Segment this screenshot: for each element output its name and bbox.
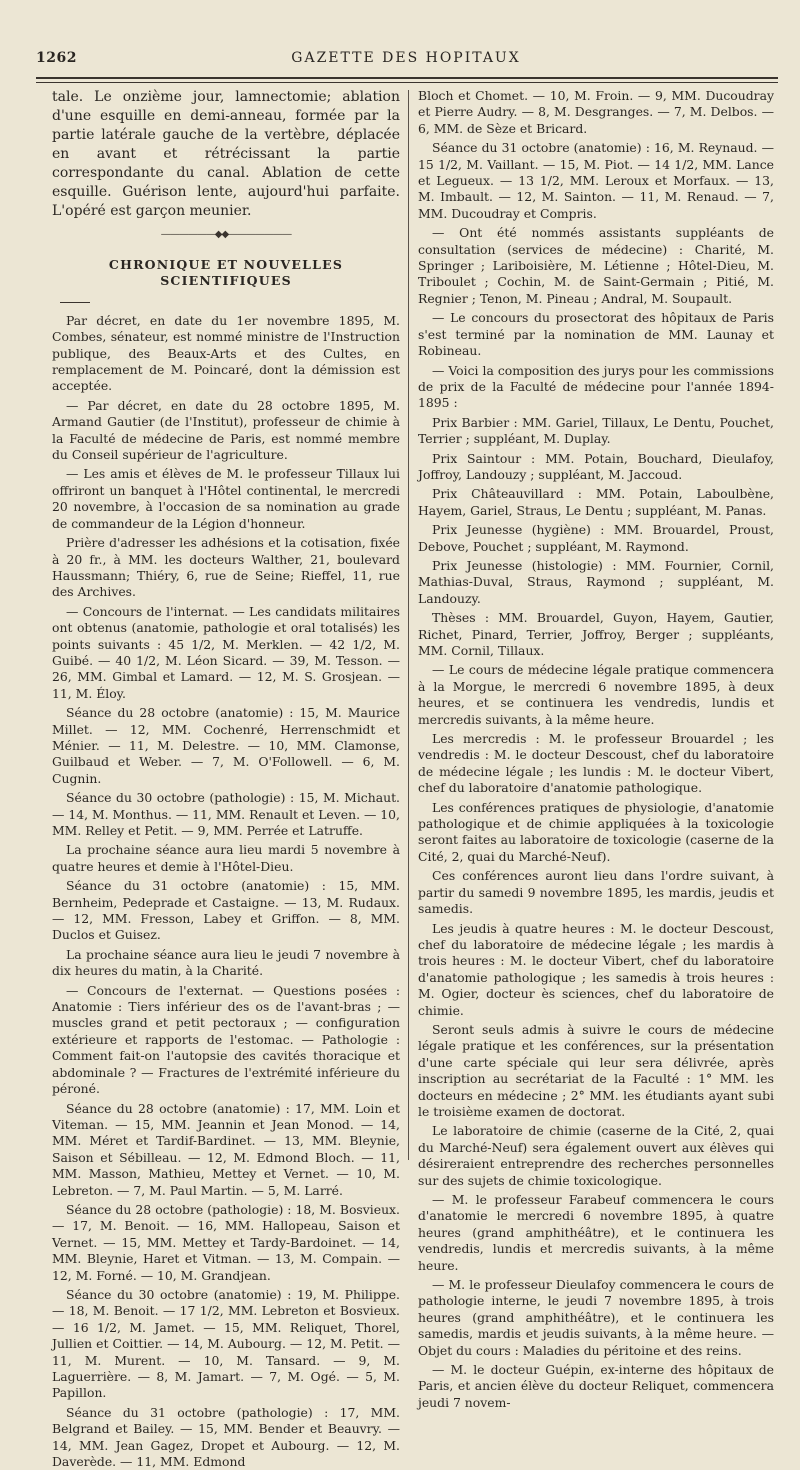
paragraph: Par décret, en date du 1er novembre 1895, M. Combes, sénateur, est nommé ministre de l'Instruction publique, des Beaux-Arts et des Cultes, en remplacement de M. Poincaré, dont la démission est acceptée. [52, 312, 400, 394]
paragraph: Les conférences pratiques de physiologie, d'anatomie pathologique et de chimie appliquées à la toxicologie seront faites au laboratoire de toxicologie (caserne de la Cité, 2, quai du Marché-Neuf). [418, 799, 774, 864]
paragraph: Séance du 31 octobre (anatomie) : 16, M. Reynaud. — 15 1/2, M. Vaillant. — 15, M. Piot. — 14 1/2, MM. Lance et Legueux. — 13 1/2, MM. Leroux et Morfaux. — 13, M. Imbault. — 12, M. Sainton. — 11, M. Renaud. — 7, MM. Ducoudray et Compris. [418, 140, 774, 221]
ornament-divider: ——————◆◆——————— [160, 229, 292, 240]
paragraph: Prix Barbier : MM. Gariel, Tillaux, Le Dentu, Pouchet, Terrier ; suppléant, M. Duplay. [418, 414, 774, 447]
header-rule [36, 77, 778, 83]
paragraph: — Voici la composition des jurys pour les commissions de prix de la Faculté de médecine pour l'année 1894-1895 : [418, 362, 774, 411]
paragraph: — M. le docteur Guépin, ex-interne des hôpitaux de Paris, et ancien élève du docteur Reliquet, commencera jeudi 7 novem- [418, 1362, 774, 1410]
paragraph: Les jeudis à quatre heures : M. le docteur Descoust, chef du laboratoire de médecine légale ; les mardis à trois heures : M. le docteur Vibert, chef du laboratoire d'anatomie pathologique ; les samedis à trois heures : M. Ogier, docteur ès sciences, chef du laboratoire de chimie. [418, 920, 774, 1018]
paragraph: Prix Châteauvillard : MM. Potain, Laboulbène, Hayem, Gariel, Straus, Le Dentu ; suppléant, M. Panas. [418, 486, 774, 518]
paragraph: Le laboratoire de chimie (caserne de la Cité, 2, quai du Marché-Neuf) sera également ouvert aux élèves qui désireraient entreprendre des recherches personnelles sur des sujets de chimie toxicologique. [418, 1123, 774, 1188]
paragraph: — M. le professeur Farabeuf commencera le cours d'anatomie le mercredi 6 novembre 1895, à quatre heures (grand amphithéâtre), et le continuera les vendredis, lundis et mercredis suivants, à la même heure. [418, 1192, 774, 1273]
paragraph: Prix Saintour : MM. Potain, Bouchard, Dieulafoy, Joffroy, Landouzy ; suppléant, M. Jaccoud. [418, 450, 774, 482]
paragraph: — Concours de l'externat. — Questions posées : Anatomie : Tiers inférieur des os de l'avant-bras ; — muscles grand et petit pectoraux ; — configuration extérieure et rapports de l'estomac. — Pathologie : Comment fait-on l'autopsie des cavités thoracique et abdominale ? — Fractures de l'extrémité inférieure du péroné. [52, 982, 400, 1097]
paragraph: Ces conférences auront lieu dans l'ordre suivant, à partir du samedi 9 novembre 1895, les mardis, jeudis et samedis. [418, 868, 774, 917]
paragraph: Bloch et Chomet. — 10, M. Froin. — 9, MM. Ducoudray et Pierre Audry. — 8, M. Desgranges. — 7, M. Delbos. — 6, MM. de Sèze et Bricard. [418, 88, 774, 136]
paragraph: La prochaine séance aura lieu mardi 5 novembre à quatre heures et demie à l'Hôtel-Dieu. [52, 842, 400, 874]
paragraph: Séance du 28 octobre (pathologie) : 18, M. Bosvieux. — 17, M. Benoit. — 16, MM. Hallopeau, Saison et Vernet. — 15, MM. Mettey et Tardy-Bardoinet. — 14, MM. Bleynie, Haret et Vitman. — 13, M. Compain. — 12, M. Forné. — 10, M. Grandjean. [52, 1201, 400, 1283]
paragraph: Séance du 28 octobre (anatomie) : 15, M. Maurice Millet. — 12, MM. Cochenré, Herrenschmidt et Ménier. — 11, M. Delestre. — 10, MM. Clamonse, Guilbaud et Weber. — 7, M. O'Followell. — 6, M. Cugnin. [52, 705, 400, 786]
running-head: GAZETTE DES HOPITAUX [291, 50, 521, 66]
paragraph: — Par décret, en date du 28 octobre 1895, M. Armand Gautier (de l'Institut), professeur de chimie à la Faculté de médecine de Paris, est nommé membre du Conseil supérieur de l'agriculture. [52, 397, 400, 463]
right-column [418, 88, 774, 1410]
paragraph: — Le cours de médecine légale pratique commencera à la Morgue, le mercredi 6 novembre 1895, à deux heures, et se continuera les vendredis, lundis et mercredis suivants, à la même heure. [418, 662, 774, 727]
section-rule [60, 302, 90, 303]
lead-paragraph: tale. Le onzième jour, lamnectomie; ablation d'une esquille en demi-anneau, formée par la partie latérale gauche de la vertèbre, déplacée en avant et rétrécissant la partie correspondante du canal. Ablation de cette esquille. Guérison lente, aujourd'hui parfaite. L'opéré est garçon meunier. [52, 89, 400, 219]
paragraph: Thèses : MM. Brouardel, Guyon, Hayem, Gautier, Richet, Pinard, Terrier, Joffroy, Berger ; suppléants, MM. Cornil, Tillaux. [418, 610, 774, 658]
paragraph: Séance du 28 octobre (anatomie) : 17, MM. Loin et Viteman. — 15, MM. Jeannin et Jean Monod. — 14, MM. Méret et Tardif-Bardinet. — 13, MM. Bleynie, Saison et Sébilleau. — 12, M. Edmond Bloch. — 11, MM. Masson, Mathieu, Mettey et Vernet. — 10, M. Lebreton. — 7, M. Paul Martin. — 5, M. Larré. [52, 1100, 400, 1198]
paragraph: Les mercredis : M. le professeur Brouardel ; les vendredis : M. le docteur Descoust, chef du laboratoire de médecine légale ; les lundis : M. le docteur Vibert, chef du laboratoire d'anatomie pathologique. [418, 731, 774, 796]
paragraph: Prix Jeunesse (histologie) : MM. Fournier, Cornil, Mathias-Duval, Straus, Raymond ; suppléant, M. Landouzy. [418, 557, 774, 606]
paragraph: Seront seuls admis à suivre le cours de médecine légale pratique et les conférences, sur la présentation d'une carte spéciale qui leur sera délivrée, après inscription au secrétariat de la Faculté : 1° MM. les docteurs en médecine ; 2° MM. les étudiants ayant subi le troisième examen de doctorat. [418, 1021, 774, 1119]
paragraph: Séance du 31 octobre (pathologie) : 17, MM. Belgrand et Bailey. — 15, MM. Bender et Beauvry. — 14, MM. Jean Gagez, Dropet et Aubourg. — 12, M. Daverède. — 11, MM. Edmond [52, 1404, 400, 1470]
page-header [36, 44, 776, 74]
column-divider [408, 90, 409, 1160]
paragraph: — Concours de l'internat. — Les candidats militaires ont obtenus (anatomie, pathologie et oral totalisés) les points suivants : 45 1/2, M. Merklen. — 42 1/2, M. Guibé. — 40 1/2, M. Léon Sicard. — 39, M. Tesson. — 26, MM. Gimbal et Lamard. — 12, M. S. Grosjean. — 11, M. Éloy. [52, 603, 400, 701]
paragraph: Prière d'adresser les adhésions et la cotisation, fixée à 20 fr., à MM. les docteurs Walther, 21, boulevard Haussmann; Thiéry, 6, rue de Seine; Rieffel, 11, rue des Archives. [52, 535, 400, 600]
paragraph: La prochaine séance aura lieu le jeudi 7 novembre à dix heures du matin, à la Charité. [52, 946, 400, 979]
paragraph: Séance du 30 octobre (pathologie) : 15, M. Michaut. — 14, M. Monthus. — 11, MM. Renault et Leven. — 10, MM. Relley et Petit. — 9, MM. Perrée et Latruffe. [52, 790, 400, 838]
page-number: 1262 [36, 50, 77, 66]
paragraph: Prix Jeunesse (hygiène) : MM. Brouardel, Proust, Debove, Pouchet ; suppléant, M. Raymond. [418, 522, 774, 554]
paragraph: Séance du 31 octobre (anatomie) : 15, MM. Bernheim, Pedeprade et Castaigne. — 13, M. Rudaux. — 12, MM. Fresson, Labey et Griffon. — 8, MM. Duclos et Guisez. [52, 878, 400, 943]
paragraph: — Les amis et élèves de M. le professeur Tillaux lui offriront un banquet à l'Hôtel continental, le mercredi 20 novembre, à l'occasion de sa nomination au grade de commandeur de la Légion d'honneur. [52, 466, 400, 531]
paragraph: — M. le professeur Dieulafoy commencera le cours de pathologie interne, le jeudi 7 novembre 1895, à trois heures (grand amphithéâtre), et le continuera les samedis, mardis et jeudis suivants, à la même heure. — Objet du cours : Maladies du péritoine et des reins. [418, 1277, 774, 1358]
left-column [52, 88, 400, 1470]
section-title: CHRONIQUE ET NOUVELLES SCIENTIFIQUES [108, 257, 344, 289]
paragraph: Séance du 30 octobre (anatomie) : 19, M. Philippe. — 18, M. Benoit. — 17 1/2, MM. Lebreton et Bosvieux. — 16 1/2, M. Jamet. — 15, MM. Reliquet, Thorel, Jullien et Coittier. — 14, M. Aubourg. — 12, M. Petit. — 11, M. Murent. — 10, M. Tansard. — 9, M. Laguerrière. — 8, M. Jamart. — 7, M. Ogé. — 5, M. Papillon. [52, 1286, 400, 1401]
paragraph: — Le concours du prosectorat des hôpitaux de Paris s'est terminé par la nomination de MM. Launay et Robineau. [418, 310, 774, 359]
paragraph: — Ont été nommés assistants suppléants de consultation (services de médecine) : Charité, M. Springer ; Lariboisière, M. Létienne ; Hôtel-Dieu, M. Triboulet ; Cochin, M. de Saint-Germain ; Pitié, M. Regnier ; Tenon, M. Pineau ; Andral, M. Soupault. [418, 225, 774, 306]
